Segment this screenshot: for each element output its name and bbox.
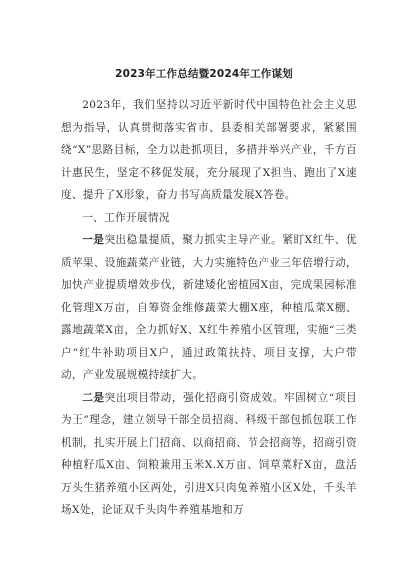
section-heading: 一、工作开展情况 xyxy=(82,211,170,224)
paragraph-text: 突出项目带动，强化招商引资成效。牢固树立“项目为王”理念，建立领导干部全员招商、科级干部包抓包联工作机制，扎实开展上门招商、以商招商、节会招商等，招商引资种植籽瓜X亩、饲粮兼用玉米X.X万亩、饲草菜籽X亩，盘活万头生猪养殖小区两处，引进X只肉兔养殖小区X处，千头羊场X处，论证双千头肉牛养殖基地和万 xyxy=(61,391,357,516)
paragraph-text: 2023年，我们坚持以习近平新时代中国特色社会主义思想为指导，认真贯彻落实省市、县委相关部署要求，紧紧围绕“X”思路目标，全力以赴抓项目，多措并举兴产业，千方百计惠民生，坚定不移促发展，充分展现了X担当、跑出了X速度、提升了X形象，奋力书写高质量发展X答卷。 xyxy=(61,99,357,201)
document-body xyxy=(61,94,357,522)
paragraph-text: 突出稳量提质，聚力抓实主导产业。紧盯X红牛、优质苹果、设施蔬菜产业链，大力实施特色产业三年倍增行动，加快产业提质增效步伐，新建矮化密植园X亩，完成果园标准化管理X万亩，自筹资金维修蔬菜大棚X座，种植瓜菜X棚、露地蔬菜X亩，全力抓好X、X红牛养殖小区管理，实施“三类户”红牛补助项目X户，通过政策扶持、项目支撑，大户带动，产业发展规模持续扩大。 xyxy=(61,234,357,381)
item-lead: 一是 xyxy=(82,234,105,246)
item-paragraph xyxy=(61,229,357,387)
document-title: 2023年工作总结暨2024年工作谋划 xyxy=(115,68,293,80)
item-lead: 二是 xyxy=(82,391,105,404)
item-paragraph xyxy=(61,387,357,522)
intro-paragraph xyxy=(61,94,357,207)
